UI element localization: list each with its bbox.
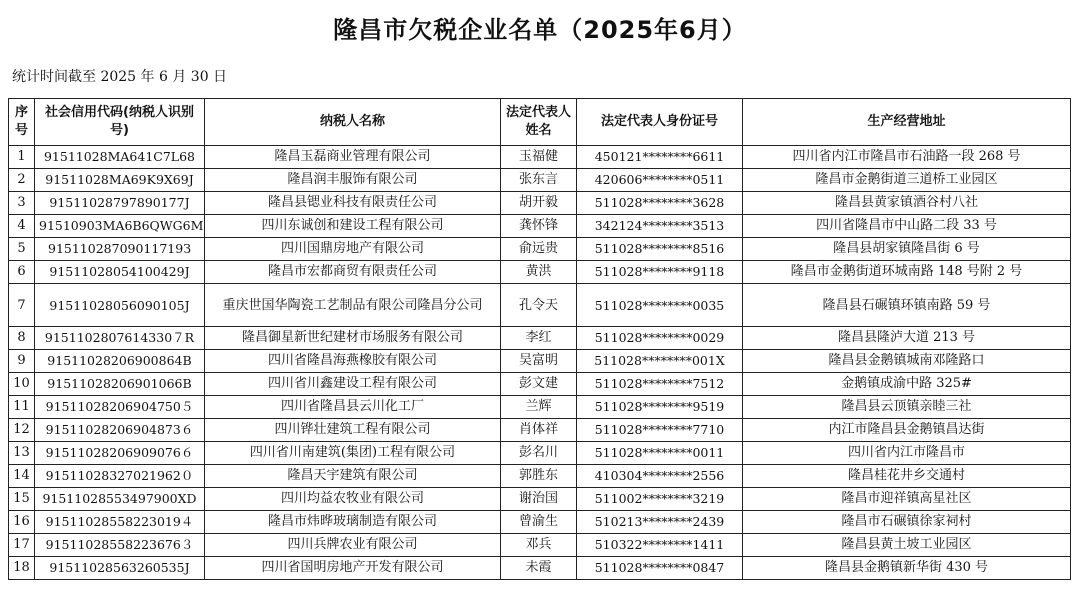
- table-row: [9, 192, 1071, 215]
- cell-business-address: 四川省隆昌市中山路二段 33 号: [743, 215, 1071, 238]
- cell-business-address: 四川省内江市隆昌市石油路一段 268 号: [743, 146, 1071, 169]
- cell-legal-rep-id: 511028********7512: [577, 373, 743, 396]
- cell-business-address: 隆昌县金鹅镇新华街 430 号: [743, 557, 1071, 580]
- cell-legal-rep-id: 511028********9118: [577, 261, 743, 284]
- cell-business-address: 隆昌市迎祥镇高星社区: [743, 488, 1071, 511]
- cell-serial-no: 5: [9, 238, 35, 261]
- cell-credit-code: 91511028MA641C7L68: [35, 146, 205, 169]
- cell-legal-rep-name: 张东言: [501, 169, 577, 192]
- cell-legal-rep-id: 511028********0847: [577, 557, 743, 580]
- cell-taxpayer-name: 隆昌玉磊商业管理有限公司: [205, 146, 501, 169]
- cell-legal-rep-name: 玉福健: [501, 146, 577, 169]
- cell-taxpayer-name: 重庆世国华陶瓷工艺制品有限公司隆昌分公司: [205, 284, 501, 327]
- cell-credit-code: 91511028206909076６: [35, 442, 205, 465]
- cell-credit-code: 91511028558223019４: [35, 511, 205, 534]
- cell-business-address: 隆昌市石碾镇徐家祠村: [743, 511, 1071, 534]
- cell-taxpayer-name: 四川国鼎房地产有限公司: [205, 238, 501, 261]
- cell-taxpayer-name: 隆昌润丰服饰有限公司: [205, 169, 501, 192]
- cell-serial-no: 9: [9, 350, 35, 373]
- cell-taxpayer-name: 四川铧壮建筑工程有限公司: [205, 419, 501, 442]
- statistics-date: 统计时间截至 2025 年 6 月 30 日: [12, 69, 228, 85]
- table-row: [9, 511, 1071, 534]
- cell-legal-rep-id: 450121********6611: [577, 146, 743, 169]
- cell-serial-no: 10: [9, 373, 35, 396]
- cell-serial-no: 2: [9, 169, 35, 192]
- cell-taxpayer-name: 四川东诚创和建设工程有限公司: [205, 215, 501, 238]
- cell-legal-rep-id: 511028********0011: [577, 442, 743, 465]
- cell-serial-no: 14: [9, 465, 35, 488]
- cell-legal-rep-id: 511028********0029: [577, 327, 743, 350]
- table-row: [9, 534, 1071, 557]
- cell-legal-rep-name: 孔令天: [501, 284, 577, 327]
- table-row: [9, 327, 1071, 350]
- cell-taxpayer-name: 四川省川南建筑(集团)工程有限公司: [205, 442, 501, 465]
- cell-serial-no: 15: [9, 488, 35, 511]
- cell-business-address: 隆昌市金鹅街道三道桥工业园区: [743, 169, 1071, 192]
- table-body: [9, 146, 1071, 580]
- cell-business-address: 金鹅镇成渝中路 325#: [743, 373, 1071, 396]
- cell-legal-rep-name: 谢治国: [501, 488, 577, 511]
- table-row: [9, 261, 1071, 284]
- cell-legal-rep-name: 邓兵: [501, 534, 577, 557]
- cell-credit-code: 91511028709011719З: [35, 238, 205, 261]
- cell-business-address: 隆昌市金鹅街道环城南路 148 号附 2 号: [743, 261, 1071, 284]
- cell-legal-rep-name: 黄洪: [501, 261, 577, 284]
- header-credit-code: 社会信用代码(纳税人识别号): [35, 99, 205, 146]
- cell-legal-rep-id: 511028********3628: [577, 192, 743, 215]
- page-title: 隆昌市欠税企业名单（2025年6月）: [333, 16, 747, 44]
- cell-credit-code: 91511028056090105J: [35, 284, 205, 327]
- cell-legal-rep-id: 342124********3513: [577, 215, 743, 238]
- cell-business-address: 四川省内江市隆昌市: [743, 442, 1071, 465]
- cell-taxpayer-name: 四川省川鑫建设工程有限公司: [205, 373, 501, 396]
- table-header-row: [9, 99, 1071, 146]
- cell-taxpayer-name: 四川省隆昌海燕橡胶有限公司: [205, 350, 501, 373]
- cell-taxpayer-name: 四川兵牌农业有限公司: [205, 534, 501, 557]
- cell-legal-rep-id: 511028********9519: [577, 396, 743, 419]
- cell-serial-no: 16: [9, 511, 35, 534]
- cell-taxpayer-name: 隆昌天宇建筑有限公司: [205, 465, 501, 488]
- cell-taxpayer-name: 隆昌御星新世纪建材市场服务有限公司: [205, 327, 501, 350]
- table-row: [9, 419, 1071, 442]
- cell-legal-rep-id: 420606********0511: [577, 169, 743, 192]
- cell-taxpayer-name: 隆昌市宏都商贸有限责任公司: [205, 261, 501, 284]
- cell-serial-no: 6: [9, 261, 35, 284]
- cell-credit-code: 91511028206904750５: [35, 396, 205, 419]
- cell-serial-no: 8: [9, 327, 35, 350]
- cell-business-address: 隆昌县胡家镇隆昌街 6 号: [743, 238, 1071, 261]
- cell-business-address: 隆昌县金鹅镇城南邓隆路口: [743, 350, 1071, 373]
- cell-serial-no: 18: [9, 557, 35, 580]
- cell-business-address: 隆昌县黄家镇酒谷村八社: [743, 192, 1071, 215]
- cell-credit-code: 9151102807614330７R: [35, 327, 205, 350]
- cell-taxpayer-name: 隆昌县锶业科技有限责任公司: [205, 192, 501, 215]
- cell-business-address: 隆昌桂花井乡交通村: [743, 465, 1071, 488]
- cell-serial-no: 13: [9, 442, 35, 465]
- cell-credit-code: 91511028327021962０: [35, 465, 205, 488]
- table-row: [9, 442, 1071, 465]
- table-row: [9, 557, 1071, 580]
- cell-credit-code: 91511028553497900XD: [35, 488, 205, 511]
- cell-credit-code: 91511028558223676３: [35, 534, 205, 557]
- cell-serial-no: 12: [9, 419, 35, 442]
- cell-serial-no: 3: [9, 192, 35, 215]
- cell-legal-rep-name: 龚怀锋: [501, 215, 577, 238]
- cell-legal-rep-name: 彭名川: [501, 442, 577, 465]
- cell-legal-rep-id: 511028********8516: [577, 238, 743, 261]
- table-row: [9, 238, 1071, 261]
- table-row: [9, 465, 1071, 488]
- table-row: [9, 215, 1071, 238]
- cell-serial-no: 1: [9, 146, 35, 169]
- header-legal-rep-name: 法定代表人姓名: [501, 99, 577, 146]
- cell-credit-code: 91511028797890177J: [35, 192, 205, 215]
- table-row: [9, 350, 1071, 373]
- header-serial-no: 序号: [9, 99, 35, 146]
- cell-taxpayer-name: 四川省隆昌县云川化工厂: [205, 396, 501, 419]
- cell-taxpayer-name: 四川省国明房地产开发有限公司: [205, 557, 501, 580]
- cell-legal-rep-name: 肖体祥: [501, 419, 577, 442]
- cell-serial-no: 4: [9, 215, 35, 238]
- cell-serial-no: 17: [9, 534, 35, 557]
- cell-legal-rep-name: 兰辉: [501, 396, 577, 419]
- cell-credit-code: 91511028206904873６: [35, 419, 205, 442]
- cell-legal-rep-id: 510322********1411: [577, 534, 743, 557]
- cell-credit-code: 91511028MA69K9X69J: [35, 169, 205, 192]
- header-business-address: 生产经营地址: [743, 99, 1071, 146]
- cell-legal-rep-name: 李红: [501, 327, 577, 350]
- cell-legal-rep-id: 510213********2439: [577, 511, 743, 534]
- cell-business-address: 内江市隆昌县金鹅镇昌达街: [743, 419, 1071, 442]
- cell-legal-rep-name: 曾渝生: [501, 511, 577, 534]
- cell-legal-rep-id: 511028********7710: [577, 419, 743, 442]
- cell-business-address: 隆昌县隆泸大道 213 号: [743, 327, 1071, 350]
- cell-legal-rep-name: 未霞: [501, 557, 577, 580]
- table-row: [9, 146, 1071, 169]
- header-legal-rep-id: 法定代表人身份证号: [577, 99, 743, 146]
- cell-business-address: 隆昌县云顶镇亲睦三社: [743, 396, 1071, 419]
- header-taxpayer-name: 纳税人名称: [205, 99, 501, 146]
- cell-legal-rep-name: 吴富明: [501, 350, 577, 373]
- table-row: [9, 169, 1071, 192]
- cell-legal-rep-id: 511028********0035: [577, 284, 743, 327]
- cell-serial-no: 11: [9, 396, 35, 419]
- table-row: [9, 488, 1071, 511]
- cell-serial-no: 7: [9, 284, 35, 327]
- table-row: [9, 284, 1071, 327]
- cell-legal-rep-id: 410304********2556: [577, 465, 743, 488]
- cell-legal-rep-name: 俞远贵: [501, 238, 577, 261]
- table-row: [9, 373, 1071, 396]
- cell-legal-rep-id: 511002********3219: [577, 488, 743, 511]
- cell-credit-code: 91511028054100429J: [35, 261, 205, 284]
- cell-business-address: 隆昌县石碾镇环镇南路 59 号: [743, 284, 1071, 327]
- cell-credit-code: 91511028206901066B: [35, 373, 205, 396]
- cell-taxpayer-name: 隆昌市炜晔玻璃制造有限公司: [205, 511, 501, 534]
- tax-arrears-table: [8, 98, 1071, 580]
- cell-legal-rep-name: 彭文建: [501, 373, 577, 396]
- cell-legal-rep-name: 胡开毅: [501, 192, 577, 215]
- cell-credit-code: 91510903MA6B6QWG6M: [35, 215, 205, 238]
- cell-legal-rep-id: 511028********001X: [577, 350, 743, 373]
- cell-credit-code: 91511028206900864B: [35, 350, 205, 373]
- cell-taxpayer-name: 四川均益农牧业有限公司: [205, 488, 501, 511]
- table-row: [9, 396, 1071, 419]
- cell-legal-rep-name: 郭胜东: [501, 465, 577, 488]
- cell-credit-code: 91511028563260535J: [35, 557, 205, 580]
- cell-business-address: 隆昌县黄土坡工业园区: [743, 534, 1071, 557]
